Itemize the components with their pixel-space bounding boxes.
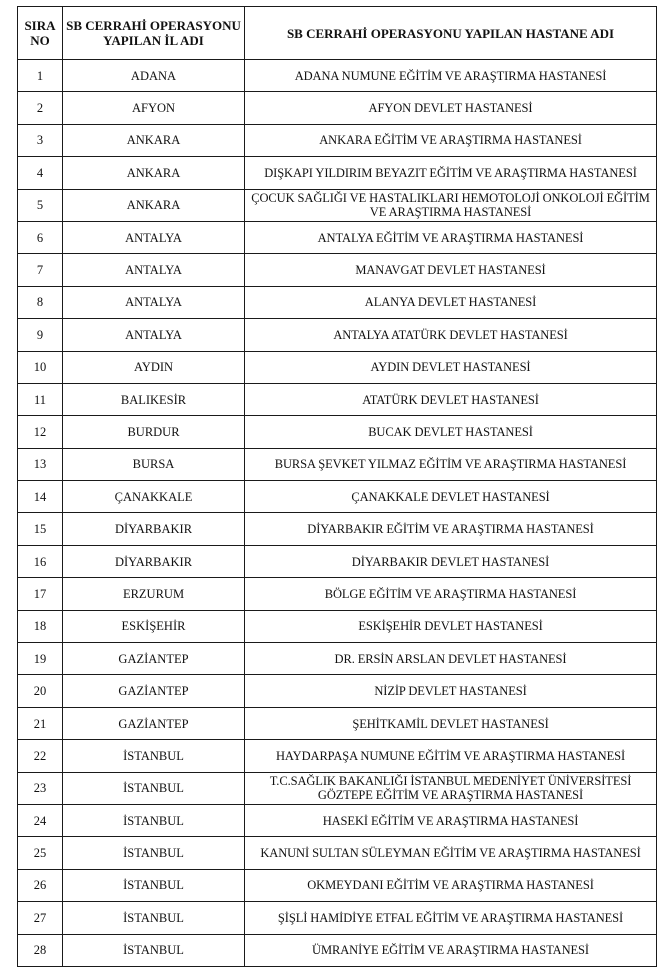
city-cell: AYDIN xyxy=(63,351,245,383)
city-cell: GAZİANTEP xyxy=(63,643,245,675)
table-row xyxy=(18,416,657,448)
city-cell: GAZİANTEP xyxy=(63,675,245,707)
table-row xyxy=(18,902,657,934)
city-cell: İSTANBUL xyxy=(63,902,245,934)
row-number-cell: 13 xyxy=(18,448,63,480)
row-number-cell: 11 xyxy=(18,383,63,415)
table-row xyxy=(18,189,657,221)
row-number-cell: 28 xyxy=(18,934,63,966)
document-page xyxy=(17,6,656,967)
table-row xyxy=(18,221,657,253)
table-row xyxy=(18,60,657,92)
hospital-cell: DIŞKAPI YILDIRIM BEYAZIT EĞİTİM VE ARAŞTIRMA HASTANESİ xyxy=(245,157,657,189)
hospital-cell: ANTALYA ATATÜRK DEVLET HASTANESİ xyxy=(245,319,657,351)
hospital-cell: ESKİŞEHİR DEVLET HASTANESİ xyxy=(245,610,657,642)
row-number-cell: 2 xyxy=(18,92,63,124)
city-cell: İSTANBUL xyxy=(63,869,245,901)
table-row xyxy=(18,545,657,577)
row-number-cell: 14 xyxy=(18,481,63,513)
table-row xyxy=(18,740,657,772)
table-row xyxy=(18,772,657,804)
table-row xyxy=(18,643,657,675)
row-number-cell: 27 xyxy=(18,902,63,934)
hospital-cell: ADANA NUMUNE EĞİTİM VE ARAŞTIRMA HASTANESİ xyxy=(245,60,657,92)
hospital-cell: T.C.SAĞLIK BAKANLIĞI İSTANBUL MEDENİYET ÜNİVERSİTESİ GÖZTEPE EĞİTİM VE ARAŞTIRMA HASTANESİ xyxy=(245,772,657,804)
row-number-cell: 7 xyxy=(18,254,63,286)
table-row xyxy=(18,319,657,351)
city-cell: ANKARA xyxy=(63,157,245,189)
row-number-cell: 19 xyxy=(18,643,63,675)
hospital-cell: AYDIN DEVLET HASTANESİ xyxy=(245,351,657,383)
table-row xyxy=(18,837,657,869)
table-row xyxy=(18,578,657,610)
hospital-table xyxy=(17,6,657,967)
row-number-cell: 1 xyxy=(18,60,63,92)
hospital-cell: BURSA ŞEVKET YILMAZ EĞİTİM VE ARAŞTIRMA HASTANESİ xyxy=(245,448,657,480)
row-number-cell: 22 xyxy=(18,740,63,772)
hospital-cell: ÇANAKKALE DEVLET HASTANESİ xyxy=(245,481,657,513)
hospital-cell: DİYARBAKIR DEVLET HASTANESİ xyxy=(245,545,657,577)
hospital-cell: BÖLGE EĞİTİM VE ARAŞTIRMA HASTANESİ xyxy=(245,578,657,610)
table-row xyxy=(18,513,657,545)
table-row xyxy=(18,869,657,901)
hospital-cell: ATATÜRK DEVLET HASTANESİ xyxy=(245,383,657,415)
row-number-cell: 21 xyxy=(18,707,63,739)
table-row xyxy=(18,124,657,156)
hospital-cell: ANTALYA EĞİTİM VE ARAŞTIRMA HASTANESİ xyxy=(245,221,657,253)
city-cell: ESKİŞEHİR xyxy=(63,610,245,642)
table-row xyxy=(18,934,657,966)
hospital-cell: HAYDARPAŞA NUMUNE EĞİTİM VE ARAŞTIRMA HASTANESİ xyxy=(245,740,657,772)
row-number-cell: 15 xyxy=(18,513,63,545)
hospital-cell: OKMEYDANI EĞİTİM VE ARAŞTIRMA HASTANESİ xyxy=(245,869,657,901)
hospital-cell: BUCAK DEVLET HASTANESİ xyxy=(245,416,657,448)
table-row xyxy=(18,157,657,189)
city-cell: DİYARBAKIR xyxy=(63,513,245,545)
hospital-cell: DİYARBAKIR EĞİTİM VE ARAŞTIRMA HASTANESİ xyxy=(245,513,657,545)
row-number-cell: 4 xyxy=(18,157,63,189)
table-row xyxy=(18,254,657,286)
hospital-cell: DR. ERSİN ARSLAN DEVLET HASTANESİ xyxy=(245,643,657,675)
hospital-cell: ÜMRANİYE EĞİTİM VE ARAŞTIRMA HASTANESİ xyxy=(245,934,657,966)
city-cell: İSTANBUL xyxy=(63,740,245,772)
city-cell: ERZURUM xyxy=(63,578,245,610)
city-cell: İSTANBUL xyxy=(63,934,245,966)
row-number-cell: 20 xyxy=(18,675,63,707)
city-cell: İSTANBUL xyxy=(63,772,245,804)
table-body xyxy=(18,60,657,967)
hospital-cell: MANAVGAT DEVLET HASTANESİ xyxy=(245,254,657,286)
header-city-name: SB CERRAHİ OPERASYONU YAPILAN İL ADI xyxy=(63,7,245,60)
city-cell: BURDUR xyxy=(63,416,245,448)
city-cell: ANTALYA xyxy=(63,221,245,253)
city-cell: İSTANBUL xyxy=(63,804,245,836)
city-cell: ADANA xyxy=(63,60,245,92)
hospital-cell: ALANYA DEVLET HASTANESİ xyxy=(245,286,657,318)
row-number-cell: 5 xyxy=(18,189,63,221)
row-number-cell: 16 xyxy=(18,545,63,577)
hospital-cell: AFYON DEVLET HASTANESİ xyxy=(245,92,657,124)
hospital-cell: ŞİŞLİ HAMİDİYE ETFAL EĞİTİM VE ARAŞTIRMA HASTANESİ xyxy=(245,902,657,934)
city-cell: İSTANBUL xyxy=(63,837,245,869)
table-row xyxy=(18,610,657,642)
table-row xyxy=(18,675,657,707)
table-row xyxy=(18,351,657,383)
row-number-cell: 6 xyxy=(18,221,63,253)
hospital-cell: HASEKİ EĞİTİM VE ARAŞTIRMA HASTANESİ xyxy=(245,804,657,836)
table-row xyxy=(18,804,657,836)
row-number-cell: 18 xyxy=(18,610,63,642)
city-cell: ANTALYA xyxy=(63,286,245,318)
row-number-cell: 25 xyxy=(18,837,63,869)
row-number-cell: 9 xyxy=(18,319,63,351)
header-row-number: SIRA NO xyxy=(18,7,63,60)
hospital-cell: NİZİP DEVLET HASTANESİ xyxy=(245,675,657,707)
table-row xyxy=(18,448,657,480)
city-cell: ANTALYA xyxy=(63,319,245,351)
table-row xyxy=(18,481,657,513)
city-cell: ANTALYA xyxy=(63,254,245,286)
row-number-cell: 12 xyxy=(18,416,63,448)
row-number-cell: 10 xyxy=(18,351,63,383)
city-cell: GAZİANTEP xyxy=(63,707,245,739)
city-cell: AFYON xyxy=(63,92,245,124)
hospital-cell: ÇOCUK SAĞLIĞI VE HASTALIKLARI HEMOTOLOJİ ONKOLOJİ EĞİTİM VE ARAŞTIRMA HASTANESİ xyxy=(245,189,657,221)
city-cell: DİYARBAKIR xyxy=(63,545,245,577)
row-number-cell: 23 xyxy=(18,772,63,804)
city-cell: BALIKESİR xyxy=(63,383,245,415)
header-hospital-name: SB CERRAHİ OPERASYONU YAPILAN HASTANE ADI xyxy=(245,7,657,60)
table-header-row xyxy=(18,7,657,60)
city-cell: ANKARA xyxy=(63,189,245,221)
row-number-cell: 8 xyxy=(18,286,63,318)
table-row xyxy=(18,707,657,739)
table-row xyxy=(18,383,657,415)
row-number-cell: 17 xyxy=(18,578,63,610)
row-number-cell: 26 xyxy=(18,869,63,901)
hospital-cell: KANUNİ SULTAN SÜLEYMAN EĞİTİM VE ARAŞTIRMA HASTANESİ xyxy=(245,837,657,869)
row-number-cell: 3 xyxy=(18,124,63,156)
hospital-cell: ANKARA EĞİTİM VE ARAŞTIRMA HASTANESİ xyxy=(245,124,657,156)
city-cell: BURSA xyxy=(63,448,245,480)
city-cell: ANKARA xyxy=(63,124,245,156)
city-cell: ÇANAKKALE xyxy=(63,481,245,513)
row-number-cell: 24 xyxy=(18,804,63,836)
hospital-cell: ŞEHİTKAMİL DEVLET HASTANESİ xyxy=(245,707,657,739)
table-row xyxy=(18,92,657,124)
table-row xyxy=(18,286,657,318)
